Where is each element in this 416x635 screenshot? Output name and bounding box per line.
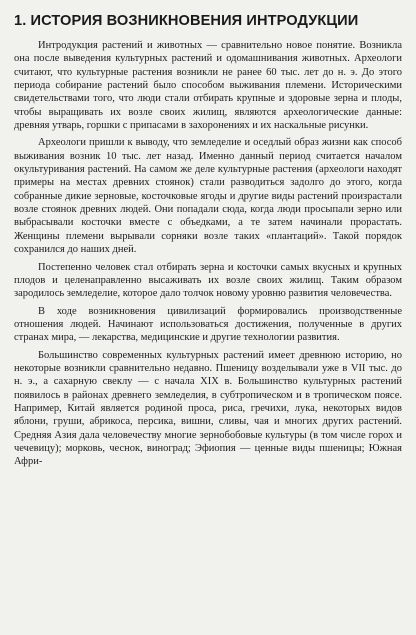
paragraph-civilizations: В ходе возникновения цивилизаций формировались производственные отношения людей. Начинают использоваться достижения, полученные в других странах мира, — лекарства, медицинские и другие технологии развития. <box>14 305 402 344</box>
paragraph-agriculture-emergence: Археологи пришли к выводу, что земледелие и оседлый образ жизни как способ выживания возник 10 тыс. лет назад. Именно данный период считается началом окультуривания растений. На самом же деле культурные растения (археологи находят примеры на местах древних стоянок) стали разводиться задолго до этого, когда собранные дикие зерновые, косточковые ягоды и другие виды растений произрастали возле стоянок древних людей. Они попадали сюда, когда люди просыпали зерно или выбрасывали косточки вместе с объедками, а те затем начинали прорастать. Женщины племени вырывали сорняки возле таких «плантаций». Такой порядок сохранился до наших дней. <box>14 137 402 256</box>
paragraph-origins: Интродукция растений и животных — сравнительно новое понятие. Возникла она после выведения культурных растений и одомашнивания животных. Археологи считают, что культурные растения возникли не ранее 60 тыс. лет до н. э. До этого периода собирание растений было способом выживания племени. Историческими свидетельствами того, что люди стали отбирать крупные и здоровые зерна и плоды, чтобы выращивать их возле своих жилищ, являются археологические данные: древняя утварь, горшки с припасами в захоронениях и их наскальные рисунки. <box>14 40 402 132</box>
paragraph-crop-origins: Большинство современных культурных растений имеет древнюю историю, но некоторые возникли сравнительно недавно. Пшеницу возделывали уже в VII тыс. до н. э., а сахарную свеклу — с начала XIX в. Большинство культурных растений появилось в районах древнего земледелия, в субтропическом и в тропическом поясе. Например, Китай является родиной проса, риса, гречихи, лука, некоторых видов яблони, груши, абрикоса, персика, вишни, сливы, чая и многих других растений. Средняя Азия дала человечеству многие зернобобовые культуры (в том числе горох и чечевицу); морковь, чеснок, виноград; Эфиопия — ценные виды пшеницы; Южная Афри- <box>14 349 402 468</box>
chapter-heading: 1. ИСТОРИЯ ВОЗНИКНОВЕНИЯ ИНТРОДУКЦИИ <box>14 13 359 29</box>
paragraph-selection: Постепенно человек стал отбирать зерна и косточки самых вкусных и крупных плодов и целенаправленно высаживать их возле своих жилищ. Таким образом зародилось земледелие, которое дало толчок новому уровню развития человечества. <box>14 261 402 300</box>
